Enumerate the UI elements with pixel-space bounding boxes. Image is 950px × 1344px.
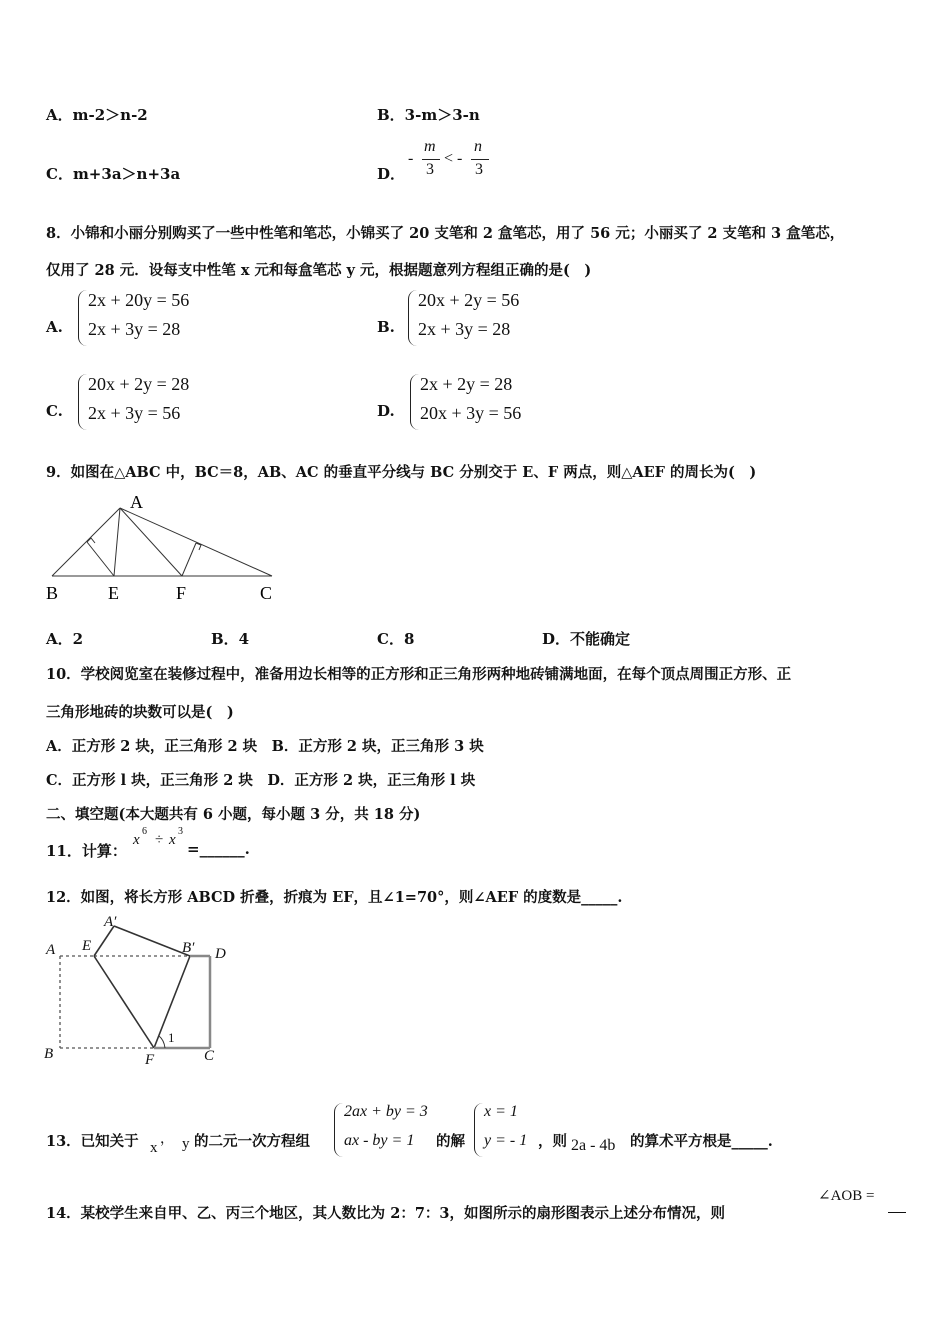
q11-div: ÷ <box>155 832 164 848</box>
q9-option-a: A．2 <box>46 630 84 648</box>
q11-x2: x <box>169 832 176 848</box>
q12-stem: 12．如图，将长方形 ABCD 折叠，折痕为 EF，且∠1=70°，则∠AEF 的度数是_____. <box>46 889 623 906</box>
equation: 20x + 3y = 56 <box>420 403 522 423</box>
brace <box>78 290 87 346</box>
q13-suffix[interactable]: 的算术平方根是_____. <box>630 1133 773 1150</box>
label-a: A <box>46 942 56 958</box>
q7-option-a: A．m-2＞n-2 <box>46 106 148 124</box>
equation: 2ax + by = 3 <box>344 1103 428 1120</box>
label-f: F <box>176 583 187 603</box>
label-b: B <box>46 583 59 603</box>
q13-mid: 的二元一次方程组 <box>194 1133 310 1150</box>
label-bprime: B′ <box>182 940 195 956</box>
label-e: E <box>108 583 119 603</box>
equation: 20x + 2y = 56 <box>418 290 520 310</box>
q13-prefix: 13．已知关于 <box>46 1133 139 1150</box>
label-b: B <box>44 1046 54 1062</box>
q14-angle-aob: ∠AOB = <box>818 1188 875 1204</box>
q8-option-a-system <box>78 290 208 346</box>
side-ab <box>52 508 120 576</box>
brace <box>78 374 87 430</box>
q7-d-rel: < - <box>444 150 463 167</box>
label-d: D <box>215 946 226 962</box>
q11-prefix: 11．计算： <box>46 842 127 860</box>
side-ac <box>120 508 272 576</box>
q9-stem: 9．如图在△ABC 中，BC＝8，AB、AC 的垂直平分线与 BC 分别交于 E、F 两点，则△AEF 的周长为( ) <box>46 464 757 481</box>
q10-options-row1: A．正方形 2 块，正三角形 2 块 B．正方形 2 块，正三角形 3 块 <box>46 738 484 755</box>
equation: 2x + 3y = 56 <box>88 403 181 423</box>
q9-option-c: C．8 <box>377 630 415 648</box>
q11-exp1: 6 <box>142 826 147 837</box>
q8-option-d-label: D. <box>377 402 395 420</box>
perp-bisector-ac <box>182 543 196 576</box>
q7-d-fracbar1 <box>422 159 440 160</box>
q8-option-d-system <box>410 374 540 430</box>
q7-d-den2: 3 <box>475 161 483 178</box>
q13-then: ，则 <box>538 1133 567 1150</box>
q8-option-b-label: B. <box>377 318 395 336</box>
label-f: F <box>145 1052 155 1068</box>
q8-option-a-label: A. <box>46 318 63 336</box>
q7-d-fracbar2 <box>471 159 489 160</box>
q13-var-x: x <box>150 1140 158 1156</box>
label-c: C <box>260 583 273 603</box>
q8-stem-line1: 8．小锦和小丽分别购买了一些中性笔和笔芯，小锦买了 20 支笔和 2 盒笔芯，用了 56 元；小丽买了 2 支笔和 3 盒笔芯， <box>46 225 845 242</box>
q10-options-row2: C．正方形 l 块，正三角形 2 块 D．正方形 2 块，正三角形 l 块 <box>46 772 476 789</box>
q7-option-d-label: D． <box>377 165 406 183</box>
q9-option-d: D．不能确定 <box>542 630 631 648</box>
segment-aprime-bprime <box>114 926 190 956</box>
label-aprime: A′ <box>104 914 117 930</box>
q8-option-c-system <box>78 374 208 430</box>
section-title-fill-in: 二、填空题(本大题共有 6 小题，每小题 3 分，共 18 分) <box>46 806 421 823</box>
fold-line-ef <box>94 956 154 1048</box>
equation: 2x + 2y = 28 <box>420 374 513 394</box>
q13-comma: ， <box>160 1132 174 1147</box>
q13-expression: 2a - 4b <box>571 1137 616 1154</box>
segment-ae <box>114 508 120 576</box>
q14-answer-blank[interactable] <box>888 1212 906 1213</box>
q9-triangle-figure <box>40 490 290 610</box>
brace <box>334 1103 343 1157</box>
equation: x = 1 <box>484 1103 518 1120</box>
segment-af <box>120 508 182 576</box>
equation: 20x + 2y = 28 <box>88 374 190 394</box>
segment-e-aprime <box>94 926 114 956</box>
q8-option-b-system <box>408 290 538 346</box>
equation: 2x + 20y = 56 <box>88 290 190 310</box>
label-a: A <box>130 492 143 512</box>
q13-var-y: y <box>182 1136 190 1152</box>
q7-d-num1: m <box>424 138 436 155</box>
perp-bisector-ab <box>87 542 114 576</box>
right-angle-mark-ab <box>87 538 95 543</box>
q7-d-den1: 3 <box>426 161 434 178</box>
label-one: 1 <box>168 1030 175 1045</box>
equation: 2x + 3y = 28 <box>88 319 181 339</box>
label-c: C <box>204 1048 215 1064</box>
q10-stem-line1: 10．学校阅览室在装修过程中，准备用边长相等的正方形和正三角形两种地砖铺满地面，在每个顶点周围正方形、正 <box>46 666 792 683</box>
brace <box>410 374 419 430</box>
q11-exp2: 3 <box>178 826 183 837</box>
label-e: E <box>82 938 92 954</box>
q7-d-minus1: - <box>408 150 414 167</box>
q9-option-b: B．4 <box>211 630 250 648</box>
q11-answer-blank[interactable]: =______. <box>187 840 250 858</box>
angle-one-arc <box>159 1036 165 1048</box>
q8-option-c-label: C. <box>46 402 63 420</box>
q7-option-c: C．m+3a＞n+3a <box>46 165 181 183</box>
equation: ax - by = 1 <box>344 1132 415 1149</box>
brace <box>408 290 417 346</box>
q13-solution-text: 的解 <box>436 1133 465 1150</box>
brace <box>474 1103 483 1157</box>
equation: y = - 1 <box>484 1132 528 1149</box>
equation: 2x + 3y = 28 <box>418 319 511 339</box>
q14-stem: 14．某校学生来自甲、乙、丙三个地区，其人数比为 2：7：3，如图所示的扇形图表示上述分布情况，则 <box>46 1205 725 1222</box>
q7-option-b: B．3-m＞3-n <box>377 106 480 124</box>
q11-x1: x <box>133 832 140 848</box>
q10-stem-line2: 三角形地砖的块数可以是( ) <box>46 704 234 721</box>
q13-solution-system <box>474 1103 544 1157</box>
q13-equation-system <box>334 1103 434 1157</box>
q12-rectangle-fold-figure <box>40 912 240 1072</box>
q8-stem-line2: 仅用了 28 元．设每支中性笔 x 元和每盒笔芯 y 元，根据题意列方程组正确的是( ) <box>46 262 592 279</box>
q7-d-num2: n <box>474 138 482 155</box>
